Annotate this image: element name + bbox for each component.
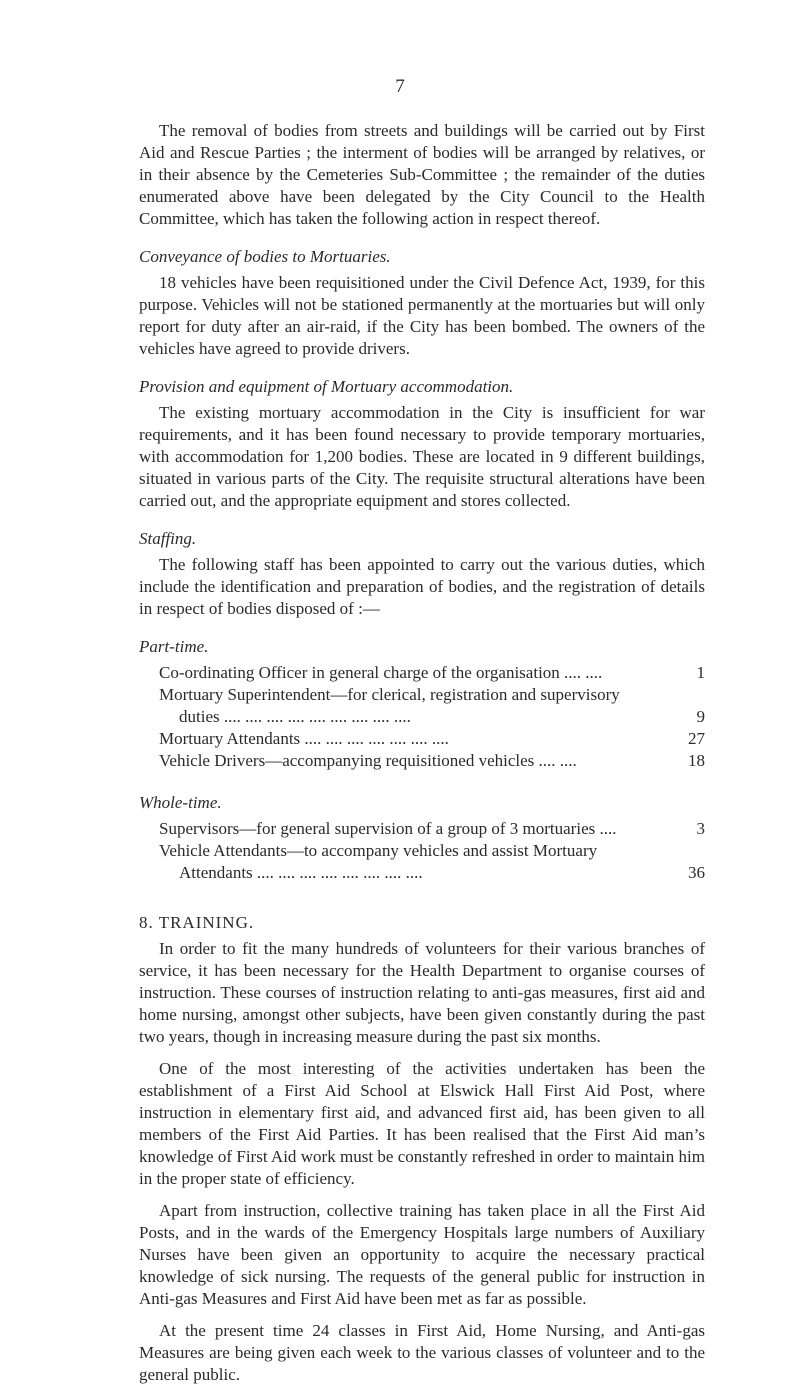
training-paragraph: Apart from instruction, collective training has taken place in all the First Aid Posts, and in the wards of the Emergency Hospitals large numbers of Auxiliary Nurses have been given an opportunity to acquire the necessary practical knowledge of sick nursing. The requests of the general public for instruction in Anti-gas Measures and First Aid have been met as far as possible. (139, 1201, 705, 1308)
staff-count: 1 (696, 663, 705, 682)
staff-row (159, 662, 705, 684)
part-time-list (139, 662, 705, 772)
staff-count: 9 (696, 707, 705, 726)
staff-label-continued: duties .... .... .... .... .... .... .... .... .... (179, 707, 411, 726)
conveyance-paragraph: 18 vehicles have been requisitioned under the Civil Defence Act, 1939, for this purpose. Vehicles will not be stationed permanently at the mortuaries but will only report for duty after an air-raid, if the City has been bombed. The owners of the vehicles have agreed to provide drivers. (139, 273, 705, 358)
intro-paragraph: The removal of bodies from streets and buildings will be carried out by First Aid and Rescue Parties ; the interment of bodies will be arranged by relatives, or in their absence by the Cemeteries Sub-Committee ; the remainder of the duties enumerated above have been delegated by the City Council to the Health Committee, which has taken the following action in respect thereof. (139, 121, 705, 228)
whole-time-list (139, 818, 705, 884)
staff-label: Co-ordinating Officer in general charge of the organisation .... .... (159, 663, 603, 682)
page-number: 7 (395, 76, 405, 97)
training-paragraph: At the present time 24 classes in First Aid, Home Nursing, and Anti-gas Measures are being given each week to the various classes of volunteer and to the general public. (139, 1321, 705, 1384)
staff-label: Mortuary Attendants .... .... .... .... .... .... .... (159, 729, 449, 748)
staff-count: 27 (688, 729, 705, 748)
staff-label: Mortuary Superintendent—for clerical, registration and supervisory (159, 685, 620, 704)
training-paragraph: One of the most interesting of the activities undertaken has been the establishment of a First Aid School at Elswick Hall First Aid Post, where instruction in elementary first aid, and advanced first aid, has been given to all members of the First Aid Parties. It has been realised that the First Aid man’s knowledge of First Aid work must be constantly refreshed in order to maintain him in the proper state of efficiency. (139, 1059, 705, 1188)
staff-row (159, 840, 705, 884)
staff-label: Supervisors—for general supervision of a group of 3 mortuaries .... (159, 819, 617, 838)
staff-row (159, 684, 705, 728)
staff-count: 3 (696, 819, 705, 838)
staff-label-continued: Attendants .... .... .... .... .... .... .... .... (179, 863, 423, 882)
whole-time-heading: Whole-time. (139, 793, 222, 812)
staff-row (159, 818, 705, 840)
body-text (139, 120, 705, 1386)
staff-count: 18 (688, 751, 705, 770)
staffing-heading: Staffing. (139, 529, 197, 548)
provision-heading: Provision and equipment of Mortuary accommodation. (139, 377, 514, 396)
conveyance-heading: Conveyance of bodies to Mortuaries. (139, 247, 391, 266)
training-heading: 8. TRAINING. (139, 913, 255, 932)
staff-row (159, 728, 705, 750)
staff-label: Vehicle Attendants—to accompany vehicles and assist Mortuary (159, 841, 598, 860)
training-paragraph: In order to fit the many hundreds of volunteers for their various branches of service, it has been necessary for the Health Department to organise courses of instruction. These courses of instruction relating to anti-gas measures, first aid and home nursing, amongst other subjects, have been given constantly during the past two years, though in increasing measure during the past six months. (139, 939, 705, 1046)
provision-paragraph: The existing mortuary accommodation in the City is insufficient for war requirements, and it has been found necessary to provide temporary mortuaries, with accommodation for 1,200 bodies. These are located in 9 different buildings, situated in various parts of the City. The requisite structural alterations have been carried out, and the appropriate equipment and stores collected. (139, 403, 705, 510)
staff-label: Vehicle Drivers—accompanying requisitioned vehicles .... .... (159, 751, 577, 770)
staff-count: 36 (688, 863, 705, 882)
staff-row (159, 750, 705, 772)
staffing-paragraph: The following staff has been appointed to carry out the various duties, which include the identification and preparation of bodies, and the registration of details in respect of bodies disposed of :— (139, 555, 705, 618)
part-time-heading: Part-time. (139, 637, 209, 656)
